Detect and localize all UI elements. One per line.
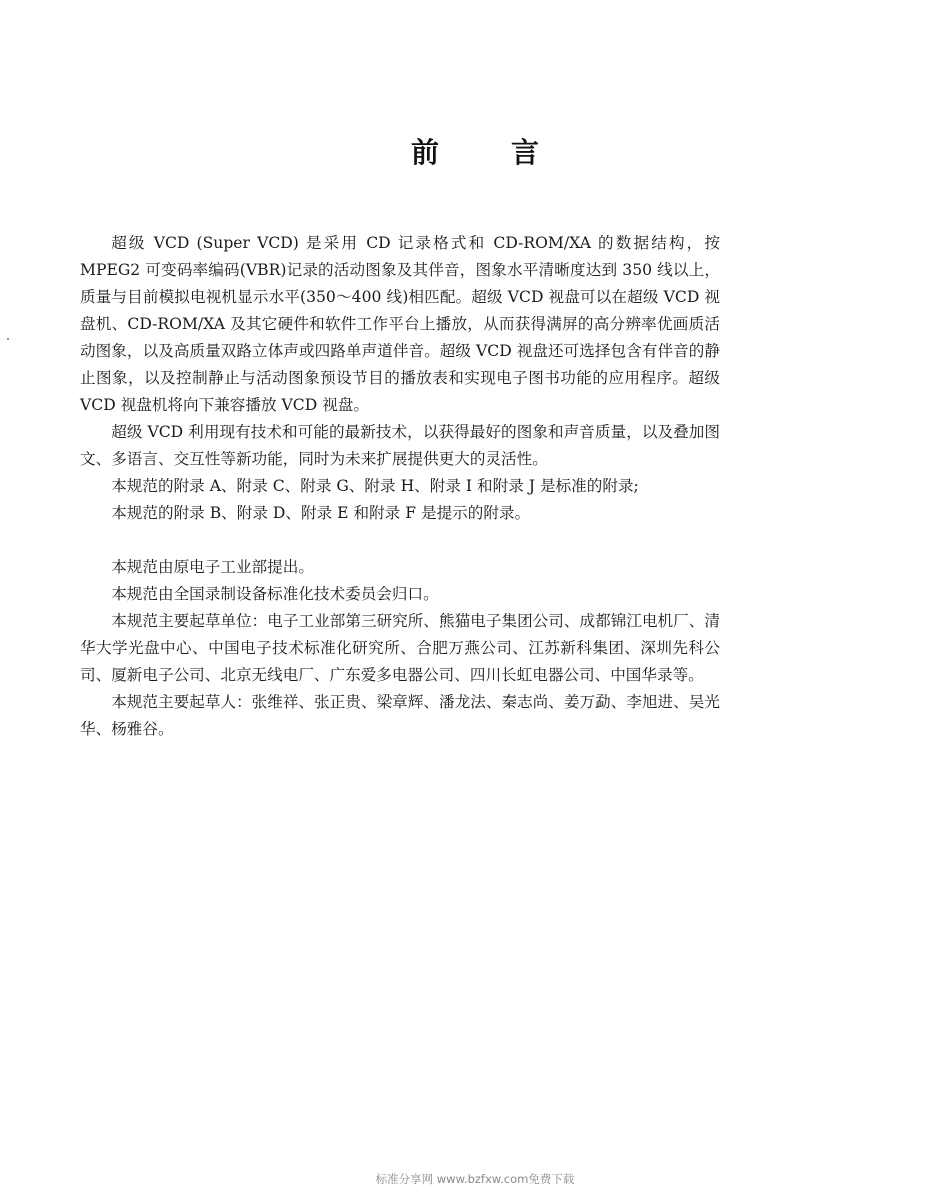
paragraph-drafters: 本规范主要起草人：张维祥、张正贵、梁章辉、潘龙法、秦志尚、姜万勐、李旭进、吴光华、杨雅谷。 [80, 693, 720, 738]
page-title [0, 136, 950, 170]
title-char-2: 言 [511, 136, 540, 169]
scan-mark [7, 338, 9, 340]
paragraph-proposer: 本规范由原电子工业部提出。 [111, 558, 314, 576]
paragraph-drafting-units: 本规范主要起草单位：电子工业部第三研究所、熊猫电子集团公司、成都锦江电机厂、清华大学光盘中心、中国电子技术标准化研究所、合肥万燕公司、江苏新科集团、深圳先科公司、厦新电子公司、北京无线电厂、广东爱多电器公司、四川长虹电器公司、中国华录等。 [80, 612, 720, 684]
footer-watermark: 标准分享网 www.bzfxw.com免费下载 [375, 1172, 575, 1186]
paragraph-committee: 本规范由全国录制设备标准化技术委员会归口。 [111, 585, 439, 603]
title-char-1: 前 [410, 136, 439, 169]
foreword-body [80, 230, 720, 743]
paragraph-intro: 超级 VCD (Super VCD) 是采用 CD 记录格式和 CD-ROM/XA 的数据结构，按 MPEG2 可变码率编码(VBR)记录的活动图象及其伴音，图象水平清晰度达到 350 线以上，质量与目前模拟电视机显示水平(350～400 线)相匹配。超级 VCD 视盘可以在超级 VCD 视盘机、CD-ROM/XA 及其它硬件和软件工作平台上播放，从而获得满屏的高分辨率优画质活动图象，以及高质量双路立体声或四路单声道伴音。超级 VCD 视盘还可选择包含有伴音的静止图象，以及控制静止与活动图象预设节目的播放表和实现电子图书功能的应用程序。超级 VCD 视盘机将向下兼容播放 VCD 视盘。 [80, 234, 720, 414]
paragraph-normative-annexes: 本规范的附录 A、附录 C、附录 G、附录 H、附录 I 和附录 J 是标准的附录; [111, 477, 639, 495]
paragraph-informative-annexes: 本规范的附录 B、附录 D、附录 E 和附录 F 是提示的附录。 [111, 504, 531, 522]
paragraph-technology: 超级 VCD 利用现有技术和可能的最新技术，以获得最好的图象和声音质量，以及叠加图文、多语言、交互性等新功能，同时为未来扩展提供更大的灵活性。 [80, 423, 720, 468]
